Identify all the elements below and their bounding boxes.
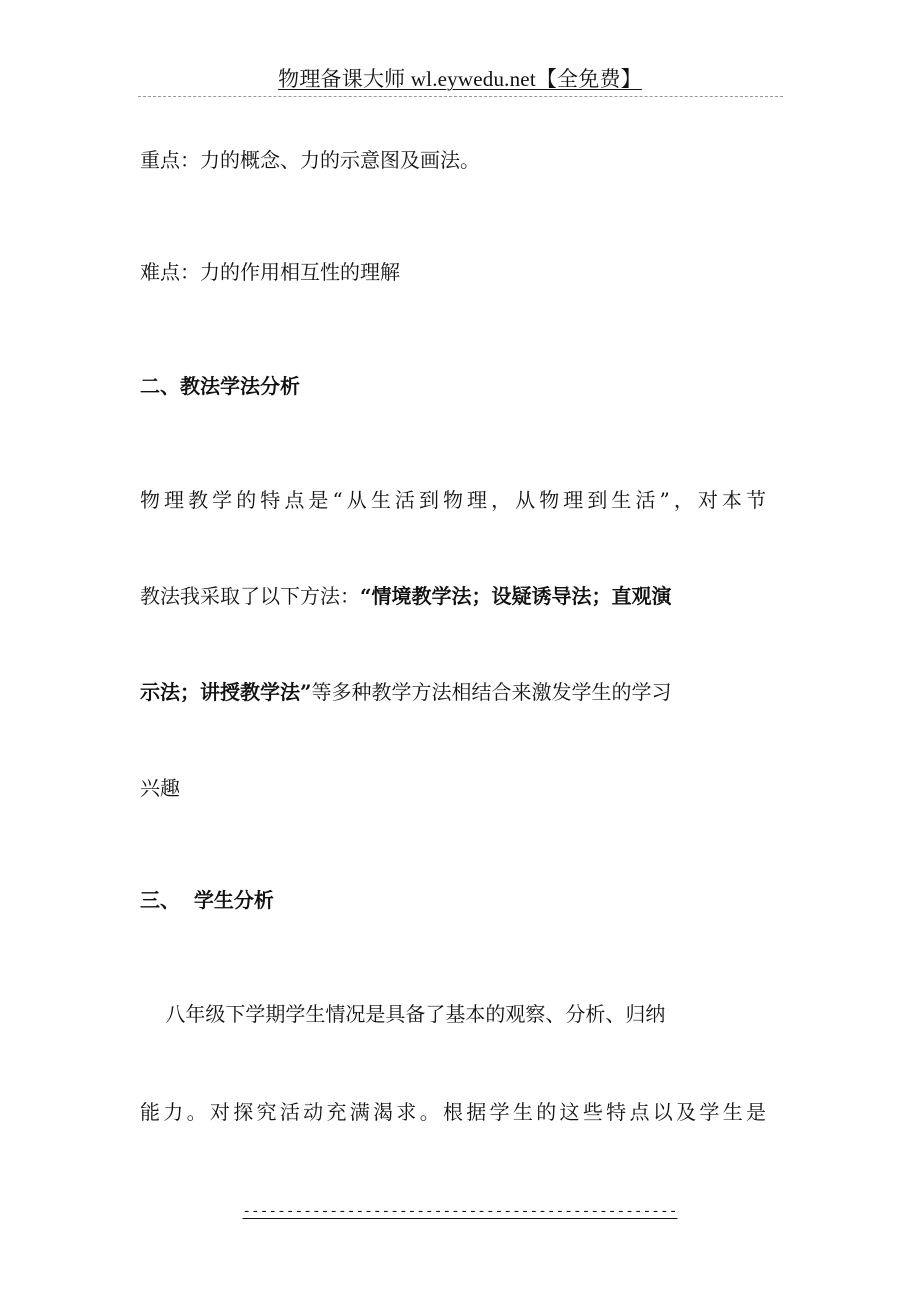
footer-dashes: -------------------------------------------------- [242, 1204, 678, 1220]
key-point-text: 重点：力的概念、力的示意图及画法。 [140, 148, 480, 172]
paragraph-line: 兴趣 [140, 776, 180, 800]
paragraph-line [140, 582, 672, 610]
section-heading-teaching-methods: 二、教法学法分析 [140, 374, 300, 398]
difficult-point-text: 难点：力的作用相互性的理解 [140, 260, 400, 284]
paragraph-line: 八年级下学期学生情况是具备了基本的观察、分析、归纳 [140, 1002, 666, 1026]
method-list-bold-end: 示法；讲授教学法” [140, 680, 312, 704]
paragraph-line-text: 教法我采取了以下方法： [140, 584, 360, 608]
page-header [0, 66, 920, 92]
paragraph-line: 物理教学的特点是“从生活到物理，从物理到生活”，对本节 [140, 488, 766, 512]
method-list-bold: “情境教学法；设疑诱导法；直观演 [360, 584, 672, 608]
paragraph-line-text: 等多种教学方法相结合来激发学生的学习 [311, 680, 672, 704]
section-heading-student-analysis: 三、 学生分析 [140, 888, 274, 912]
header-divider [138, 96, 783, 97]
paragraph-line: 能力。对探究活动充满渴求。根据学生的这些特点以及学生是 [140, 1100, 766, 1124]
paragraph-line [140, 678, 672, 706]
header-text: 物理备课大师 wl.eywedu.net【全免费】 [278, 67, 642, 91]
page-footer [0, 1202, 920, 1222]
